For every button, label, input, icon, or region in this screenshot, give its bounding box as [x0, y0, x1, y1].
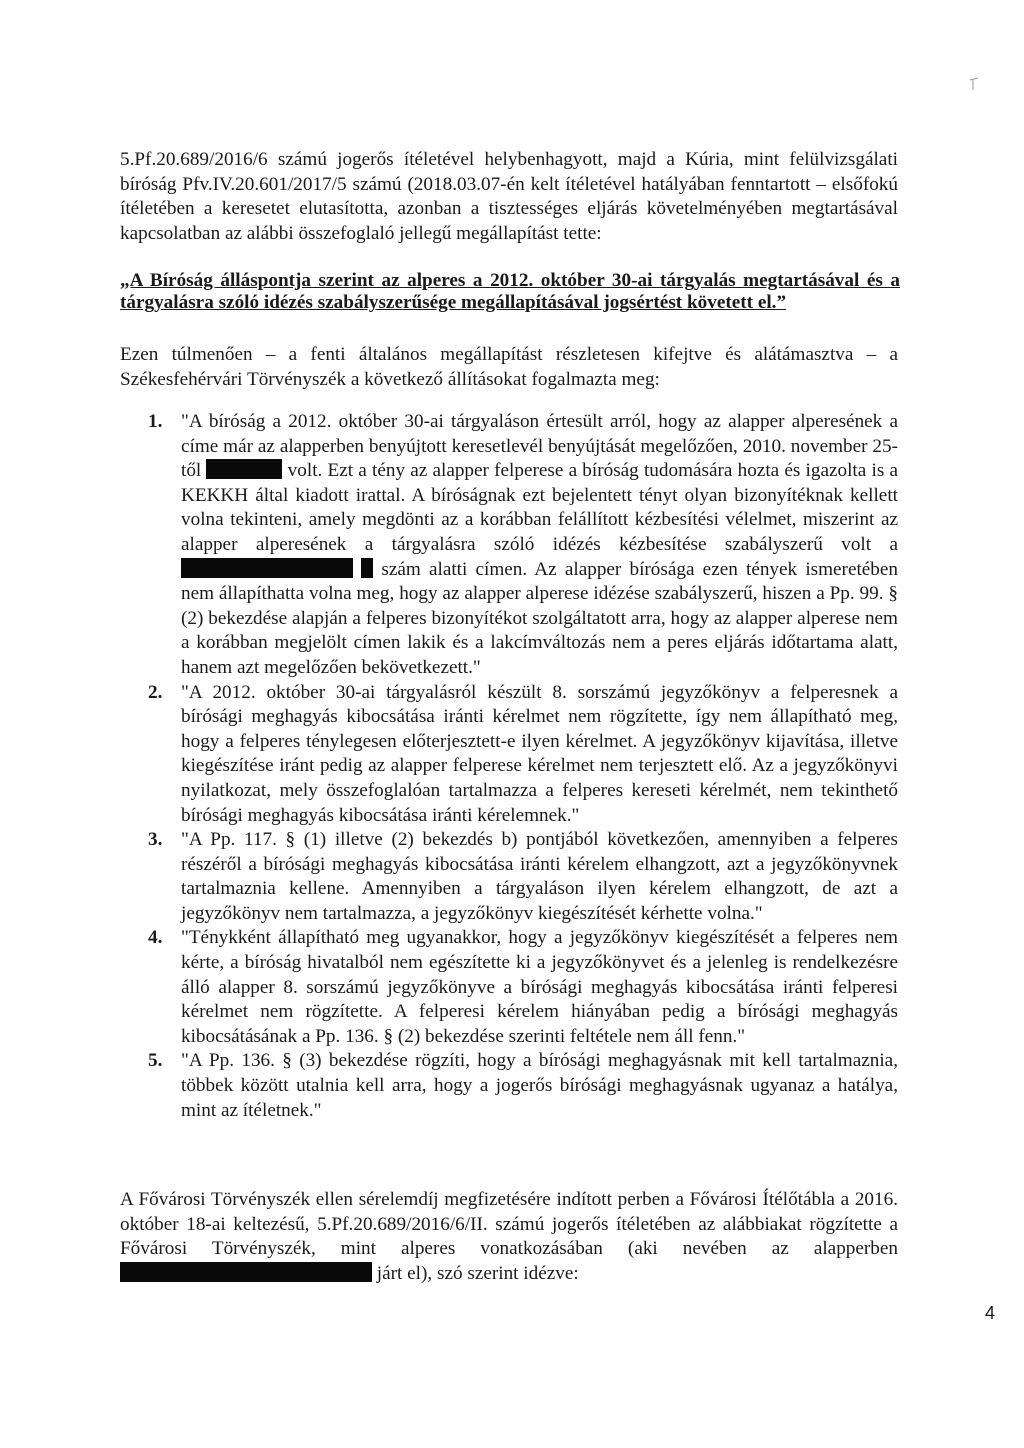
item-text: "Ténykként állapítható meg ugyanakkor, hogy a jegyzőkönyv kiegészítését a felperes nem kérte, a bíróság hivatalból nem egészítette ki a jegyzőkönyvet és a jelenleg is rendelkezésre álló alapper 8. sorszámú jegyzőkönyve a bírósági meghagyás kibocsátása iránti felperesi kérelmet nem rögzítette. A felperesi kérelem hiányában pedig a bírósági meghagyás kibocsátásának a Pp. 136. § (2) bekezdése szerinti feltétele nem áll fenn." — [181, 927, 898, 1047]
list-item — [120, 926, 898, 1049]
closing-text-end: járt el), szó szerint idézve: — [376, 1262, 579, 1284]
item-text-c: szám alatti címen. Az alapper bírósága ezen tények ismeretében nem állapíthatta volna meg, hogy az alapper alperese idézése szabályszerű, hiszen a Pp. 99. § (2) bekezdése alapján a felperes bizonyítékot szolgáltatott arra, hogy az alapper alperese nem a korábban megjelölt címen lakik és a lakcímváltozás nem a peres eljárás időtartama alatt, hanem azt megelőzően bekövetkezett." — [181, 558, 899, 678]
court-quote: „A Bíróság álláspontja szerint az alperes a 2012. október 30-ai tárgyalás megtartásával és a tárgyalásra szóló idézés szabályszerűsége megállapításával jogsértést követett el.” — [120, 270, 900, 313]
list-number: 1. — [148, 411, 163, 432]
list-item — [120, 828, 898, 926]
item-text: "A Pp. 117. § (1) illetve (2) bekezdés b) pontjából következően, amennyiben a felperes részéről a bírósági meghagyás kibocsátása iránti kérelem elhangzott, azt a jegyzőkönyvnek tartalmaznia kellene. Amennyiben a tárgyaláson ilyen kérelem elhangzott, de azt a jegyzőkönyv nem tartalmazza, a jegyzőkönyv kiegészítését kérhette volna." — [181, 829, 898, 924]
list-number: 3. — [148, 829, 163, 851]
statements-list — [120, 410, 898, 1123]
page-number: 4 — [985, 1303, 996, 1323]
summary-paragraph: Ezen túlmenően – a fenti általános megállapítást részletesen kifejtve és alátámasztva – a Székesfehérvári Törvényszék a következő állításokat fogalmazta meg: — [120, 344, 898, 390]
intro-paragraph: 5.Pf.20.689/2016/6 számú jogerős ítéletével helybenhagyott, majd a Kúria, mint felülvizsgálati bíróság Pfv.IV.20.601/2017/5 számú (2018.03.07-én kelt ítéletével hatályában fenntartott – elsőfokú ítéletében a keresetet elutasította, azonban a tisztességes eljárás követelményében megtartásával kapcsolatban az alábbi összefoglaló jellegű megállapítást tette: — [120, 149, 898, 244]
item-text-b: volt. Ezt a tény az alapper felperese a bíróság tudomására hozta és igazolta is a KEKKH által kiadott irattal. A bíróságnak ezt bejelentett tényt olyan bizonyítéknak kellett volna tekinteni, amely megdönti az a korábban felállított kézbesítési vélelmet, miszerint az alapper alperesének a tárgyalásra szóló idézés kézbesítése szabályszerű volt a — [181, 460, 899, 555]
list-item — [120, 410, 898, 681]
redaction-block — [181, 558, 353, 578]
redaction-block — [361, 558, 373, 578]
item-text: "A Pp. 136. § (3) bekezdése rögzíti, hogy a bírósági meghagyásnak mit kell tartalmaznia, többek között utalnia kell arra, hogy a jogerős bírósági meghagyásnak ugyanaz a hatálya, mint az ítéletnek." — [181, 1050, 898, 1121]
closing-paragraph — [120, 1188, 898, 1286]
redaction-block — [120, 1262, 372, 1282]
list-number: 5. — [148, 1050, 163, 1072]
closing-text: A Fővárosi Törvényszék ellen sérelemdíj megfizetésére indított perben a Fővárosi Ítélőtábla a 2016. október 18-ai keltezésű, 5.Pf.20.689/2016/6/II. számú jogerős ítéletében az alábbiakat rögzítette a Fővárosi Törvényszék, mint alperes vonatkozásában (aki nevében az alapperben — [120, 1189, 898, 1260]
item-text-a: "A bíróság a 2012. október 30-ai tárgyaláson értesült arról, hogy az alapper alperesének a címe már az alapperben benyújtott keresetlevél benyújtását megelőzően, 2010. november 25-től — [181, 411, 898, 482]
scan-mark-icon — [968, 70, 982, 92]
list-number: 4. — [148, 927, 163, 949]
item-text: "A 2012. október 30-ai tárgyalásról készült 8. sorszámú jegyzőkönyv a felperesnek a bírósági meghagyás kibocsátása iránti kérelmet nem rögzítette, így nem állapítható meg, hogy a felperes ténylegesen előterjesztett-e ilyen kérelmet. A jegyzőkönyv kijavítása, illetve kiegészítése iránt pedig az alapper felperese kérelmet nem terjesztett elő. Az a jegyzőkönyvi nyilatkozat, mely összefoglalóan tartalmazza a felperes kereseti kérelmét, nem tekinthető bírósági meghagyás kibocsátása iránti kérelemnek." — [181, 681, 898, 826]
list-item — [120, 681, 898, 829]
list-number: 2. — [148, 681, 163, 703]
redaction-block — [206, 459, 282, 479]
list-item — [120, 1049, 898, 1123]
